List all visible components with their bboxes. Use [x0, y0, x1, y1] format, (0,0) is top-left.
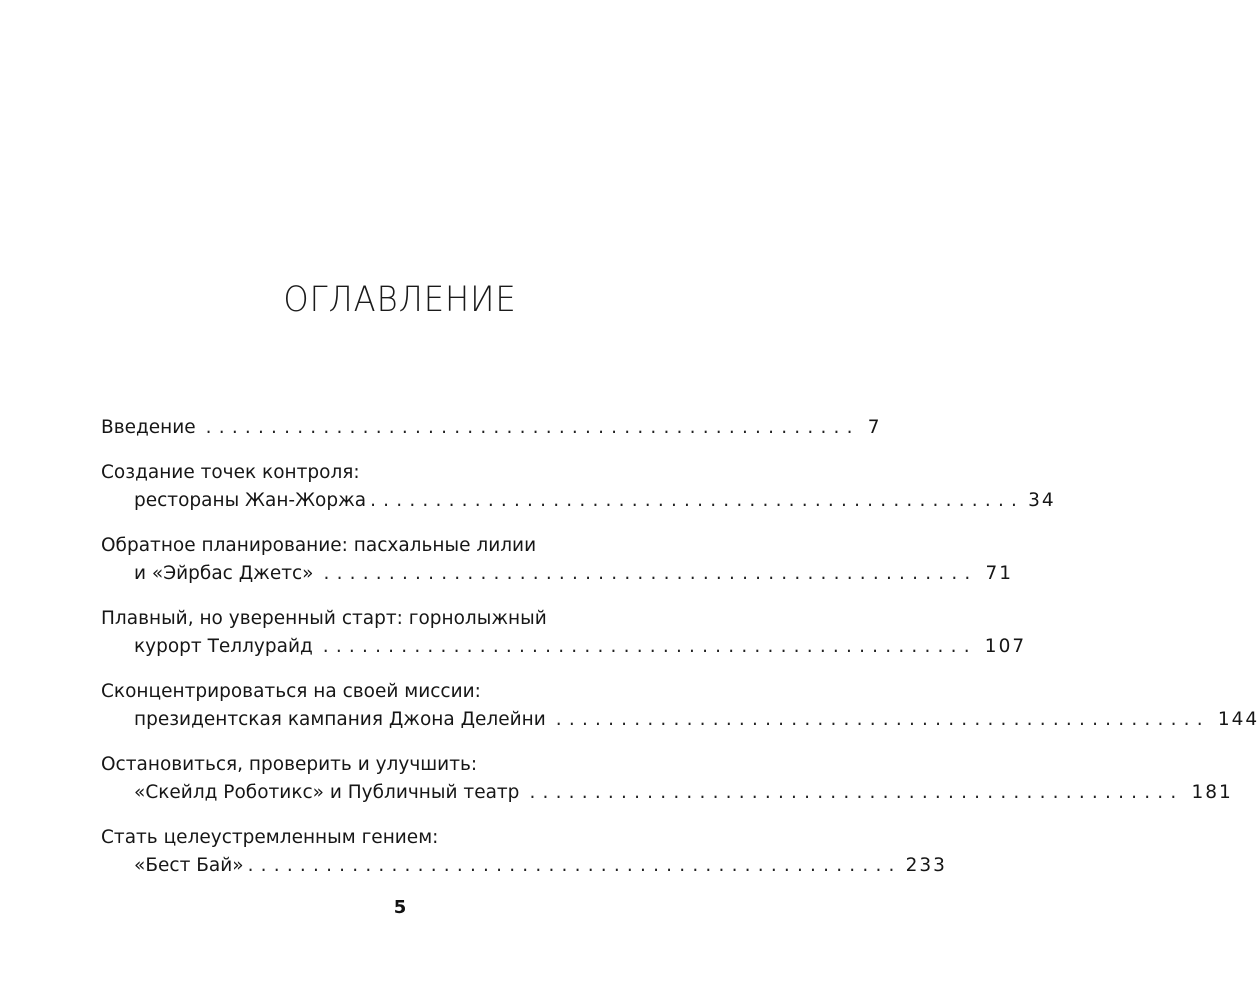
- toc-entry-subtitle: курорт Теллурайд: [134, 636, 313, 657]
- toc-entry-chapter-5[interactable]: [101, 751, 1233, 807]
- toc-entry-chapter-4[interactable]: [101, 678, 1259, 734]
- page-title: ОГЛАВЛЕНИЕ: [283, 280, 517, 320]
- toc-entry-title: Остановиться, проверить и улучшить:: [101, 754, 478, 775]
- toc-entry-introduction[interactable]: [101, 414, 882, 442]
- dot-leader: ..................................................: [247, 855, 902, 876]
- toc-entry-title: Сконцентрироваться на своей миссии:: [101, 681, 481, 702]
- toc-entry-title: Введение: [101, 417, 196, 438]
- toc-entry-subtitle: «Скейлд Роботикс» и Публичный театр: [134, 782, 520, 803]
- toc-entry-subtitle: и «Эйрбас Джетс»: [134, 563, 314, 584]
- toc-page-number: 34: [1028, 490, 1056, 511]
- toc-entry-chapter-2[interactable]: [101, 532, 1014, 588]
- dot-leader: ..................................................: [322, 636, 977, 657]
- dot-leader: ..................................................: [555, 709, 1210, 730]
- toc-page-number: 71: [985, 563, 1014, 584]
- toc-entry-subtitle: президентская кампания Джона Делейни: [134, 709, 546, 730]
- toc-entry-subtitle: рестораны Жан-Жоржа: [134, 490, 367, 511]
- toc-entry-chapter-1[interactable]: [101, 459, 1056, 515]
- toc-entry-title: Стать целеустремленным гением:: [101, 827, 439, 848]
- toc-page-number: 233: [905, 855, 947, 876]
- toc-entry-chapter-3[interactable]: [101, 605, 1027, 661]
- toc-entry-chapter-6[interactable]: [101, 824, 947, 880]
- toc-entry-title: Создание точек контроля:: [101, 462, 360, 483]
- dot-leader: ..................................................: [323, 563, 978, 584]
- table-of-contents: [101, 414, 1259, 897]
- page-number: 5: [393, 897, 407, 918]
- dot-leader: ..................................................: [205, 417, 860, 438]
- toc-page-number: 7: [867, 417, 882, 438]
- toc-page-number: 107: [984, 636, 1027, 657]
- toc-page-number: 181: [1191, 782, 1233, 803]
- dot-leader: ..................................................: [529, 782, 1184, 803]
- toc-entry-title: Плавный, но уверенный старт: горнолыжный: [101, 608, 547, 629]
- toc-page-number: 144: [1217, 709, 1259, 730]
- toc-entry-title: Обратное планирование: пасхальные лилии: [101, 535, 537, 556]
- dot-leader: ..................................................: [370, 490, 1025, 511]
- toc-entry-subtitle: «Бест Бай»: [134, 855, 244, 876]
